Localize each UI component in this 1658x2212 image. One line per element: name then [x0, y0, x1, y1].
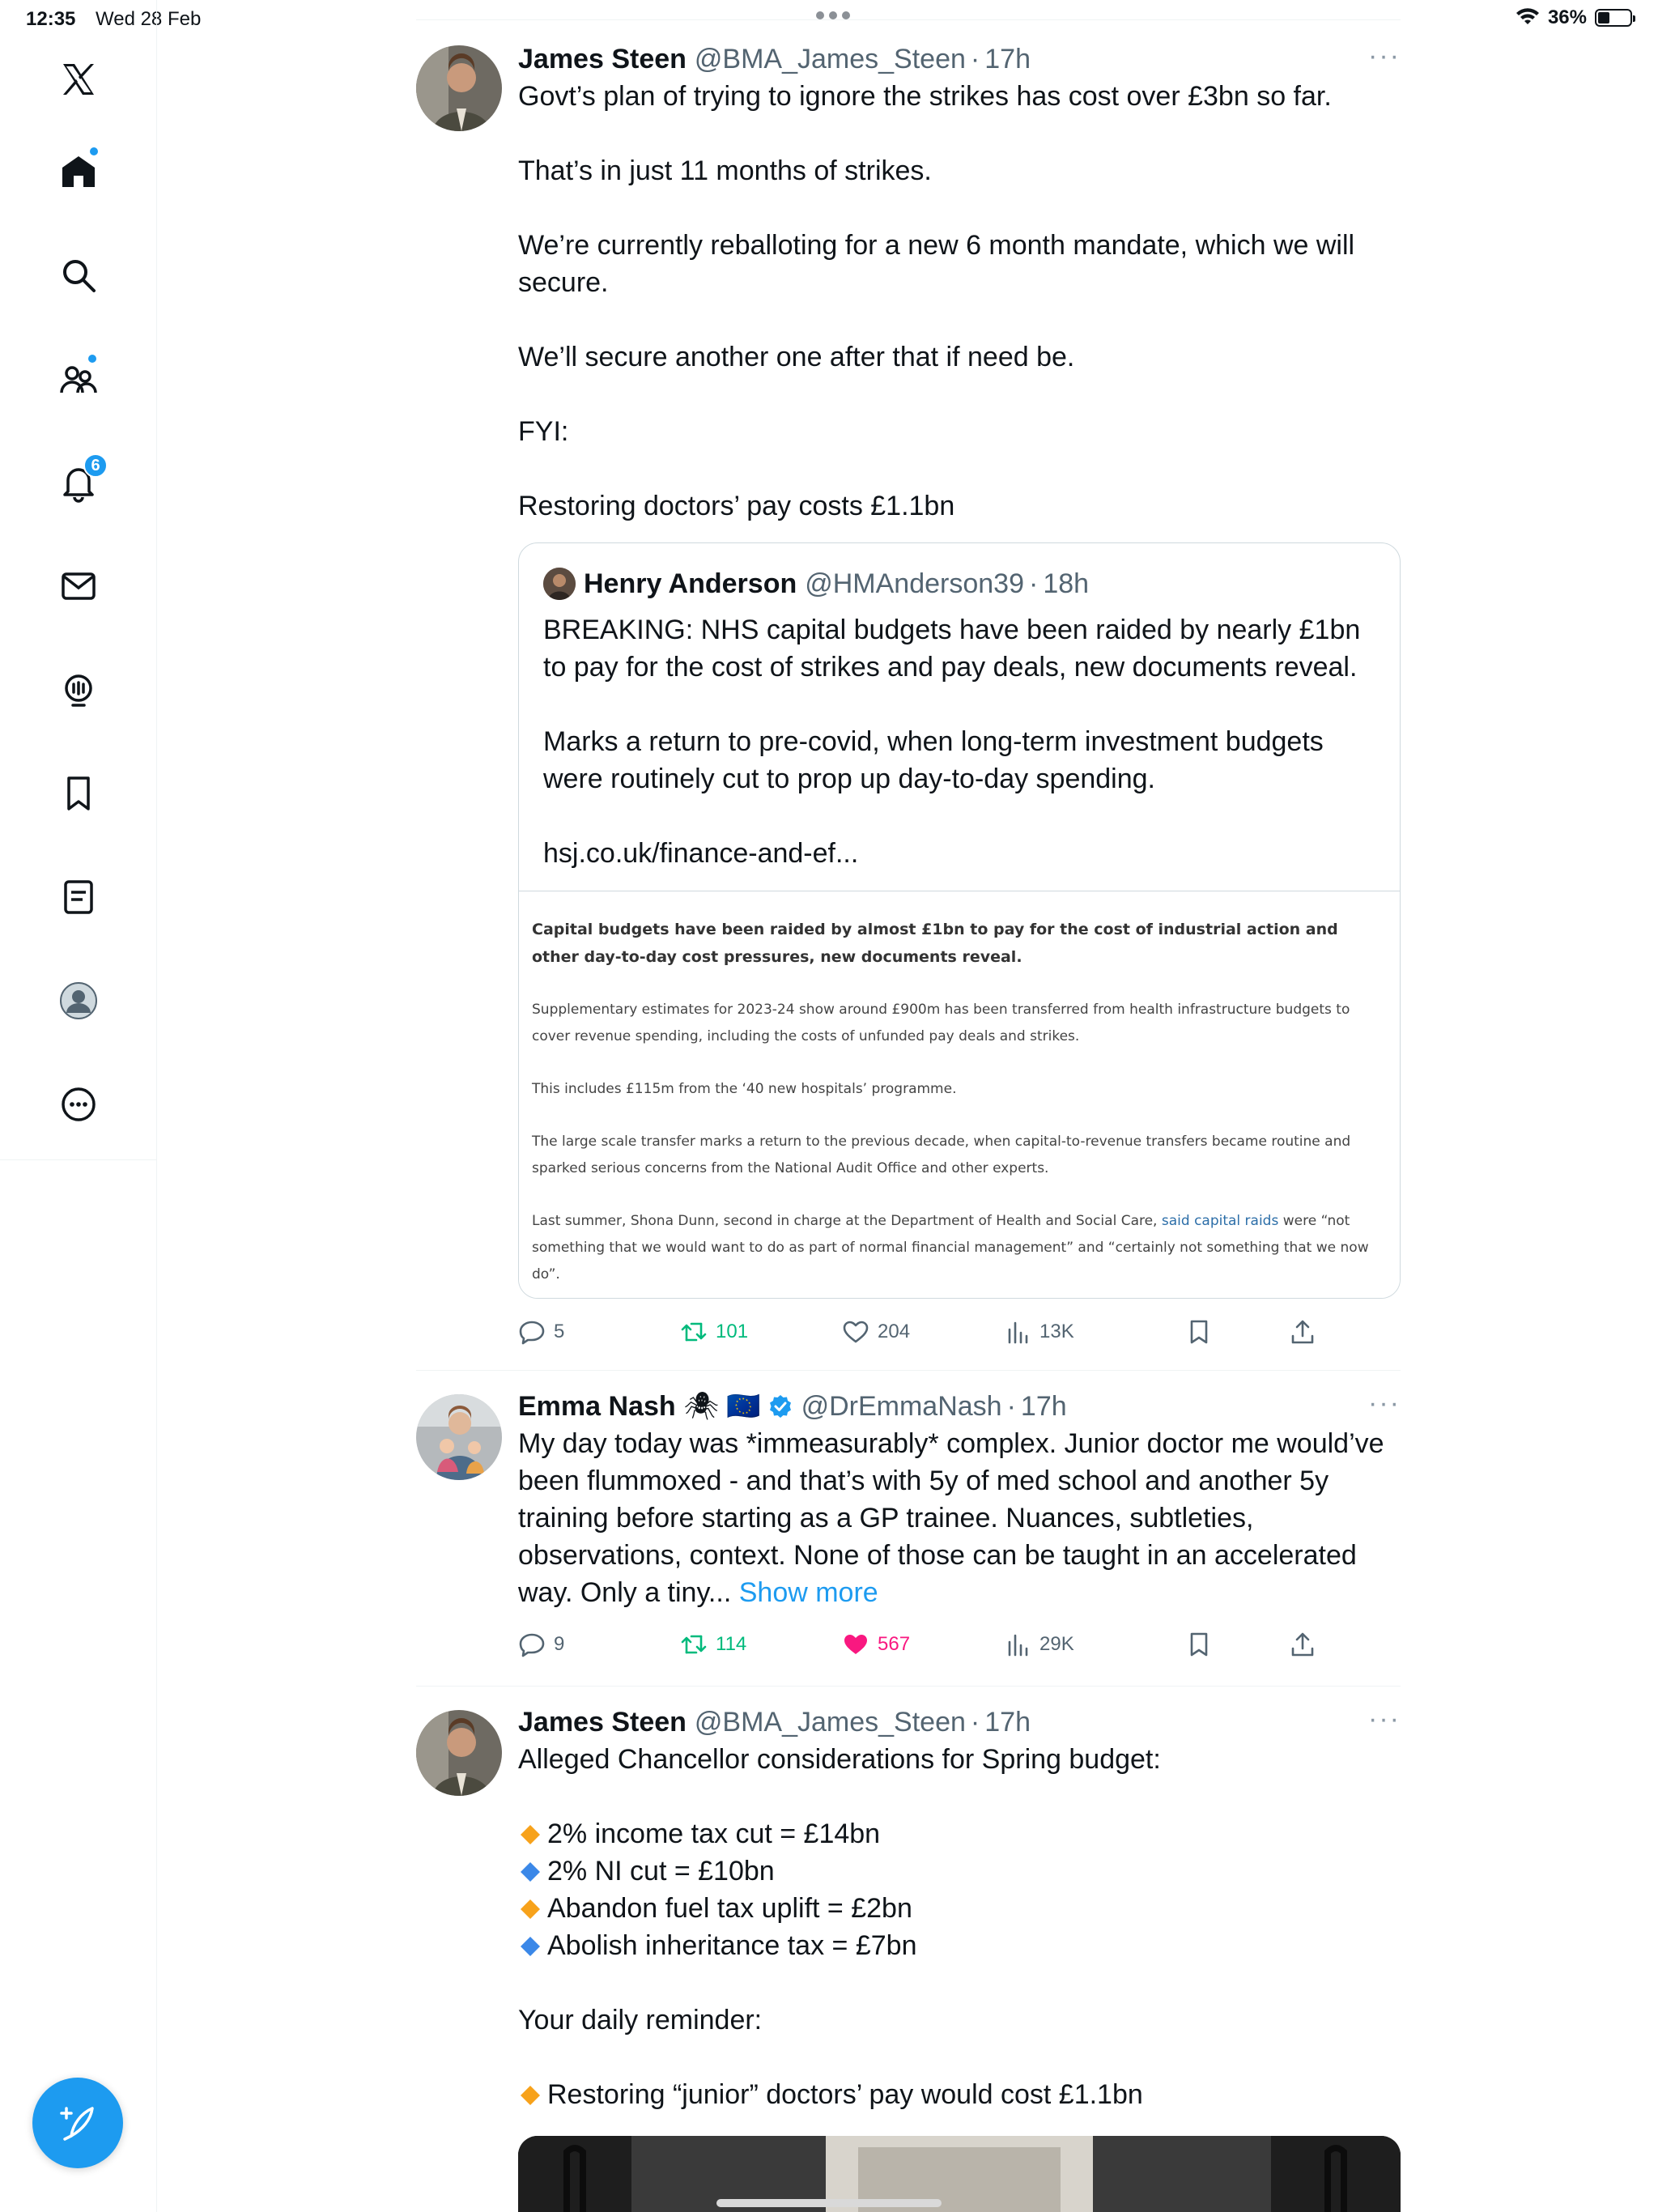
communities-icon[interactable] [46, 347, 111, 411]
quoted-author-name: Henry Anderson [584, 568, 797, 599]
repost-icon [680, 1318, 708, 1346]
grok-spaces-icon[interactable] [46, 657, 111, 722]
compose-post-button[interactable] [32, 2078, 123, 2168]
views-button[interactable] [1004, 1312, 1074, 1352]
views-button[interactable] [1004, 1624, 1074, 1665]
reply-icon [518, 1631, 546, 1658]
tweet-header: James Steen @BMA_James_Steen · 17h [518, 43, 1031, 74]
tweet-divider [416, 1370, 1401, 1371]
orange-diamond-icon [518, 1823, 542, 1847]
bookmark-icon [1185, 1631, 1213, 1658]
author-name[interactable]: James Steen [518, 43, 687, 74]
tweet-photo[interactable] [518, 2136, 1401, 2212]
quoted-tweet-header: Henry Anderson @HMAnderson39 · 18h [543, 568, 1089, 600]
battery-percent: 36% [1547, 6, 1587, 28]
home-unread-dot [88, 146, 100, 157]
notifications-bell-icon[interactable] [46, 450, 111, 515]
bookmarks-icon[interactable] [46, 761, 111, 826]
bullet-item: Abolish inheritance tax = £7bn [518, 1927, 1401, 1964]
orange-diamond-icon [518, 1897, 542, 1921]
tweet-divider [416, 1686, 1401, 1687]
search-icon[interactable] [46, 243, 111, 308]
reply-button[interactable] [518, 1312, 564, 1352]
views-chart-icon [1004, 1318, 1031, 1346]
views-chart-icon [1004, 1631, 1031, 1658]
lists-icon[interactable] [46, 865, 111, 929]
view-count: 29K [1039, 1633, 1074, 1655]
home-icon[interactable] [46, 139, 111, 204]
repost-button[interactable] [680, 1624, 746, 1665]
quoted-link[interactable]: hsj.co.uk/finance-and-ef... [543, 838, 859, 869]
share-button[interactable] [1289, 1312, 1316, 1352]
quoted-avatar [543, 568, 576, 600]
tweet-text: My day today was *immeasurably* complex. Junior doctor me would’ve been flummoxed - and that’s with 5y of med school and another 5y training before starting as a GP trainee. Nuances, subtleties, observations, context. None of those can be taught in an accelerated way. Only a tiny... Show more [518, 1428, 1384, 1608]
repost-icon [680, 1631, 708, 1658]
communities-unread-dot [87, 353, 98, 364]
bullet-item: 2% NI cut = £10bn [518, 1853, 1401, 1890]
tweet-actions [518, 1624, 1401, 1665]
author-handle[interactable]: @BMA_James_Steen [694, 43, 966, 74]
tweet-time[interactable]: 17h [984, 43, 1031, 74]
bookmark-icon [1185, 1318, 1213, 1346]
more-icon[interactable]: ··· [1368, 1704, 1401, 1734]
repost-count: 101 [716, 1321, 749, 1342]
show-more-link[interactable]: Show more [738, 1577, 878, 1608]
x-logo-icon[interactable] [46, 47, 111, 112]
like-button[interactable] [842, 1624, 910, 1665]
share-button[interactable] [1289, 1624, 1316, 1665]
heart-filled-icon [842, 1631, 869, 1658]
tweet-text: Govt’s plan of trying to ignore the strikes has cost over £3bn so far. That’s in just 11 months of strikes. We’re currently reballoting for a new 6 month mandate, which we will secure. We’ll secure another one after that if need be. FYI: Restoring doctors’ pay costs £1.1bn [518, 81, 1355, 521]
reply-count: 9 [554, 1633, 565, 1655]
blue-diamond-icon [518, 1934, 542, 1959]
notifications-badge: 6 [83, 453, 108, 478]
tweet-header: Emma Nash 🕷 🇪🇺 @DrEmmaNash · 17h [518, 1390, 1067, 1422]
avatar[interactable] [416, 1710, 502, 1796]
author-name[interactable]: James Steen [518, 1706, 687, 1738]
status-date: Wed 28 Feb [96, 8, 202, 30]
tweet-time[interactable]: 17h [984, 1706, 1031, 1738]
tweet-header: James Steen @BMA_James_Steen · 17h [518, 1706, 1031, 1738]
reply-button[interactable] [518, 1624, 564, 1665]
orange-diamond-icon [518, 2083, 542, 2108]
view-count: 13K [1039, 1321, 1074, 1342]
sidebar-nav [0, 0, 157, 2212]
status-time: 12:35 [26, 8, 76, 30]
bullet-item: Abandon fuel tax uplift = £2bn [518, 1890, 1401, 1927]
compose-feather-icon [57, 2102, 99, 2144]
quoted-tweet-time: 18h [1043, 568, 1090, 599]
messages-icon[interactable] [46, 554, 111, 619]
blue-diamond-icon [518, 1860, 542, 1884]
quoted-author-handle: @HMAnderson39 [805, 568, 1024, 599]
bookmark-button[interactable] [1185, 1312, 1213, 1352]
status-right [1516, 6, 1632, 29]
repost-button[interactable] [680, 1312, 748, 1352]
bookmark-button[interactable] [1185, 1624, 1213, 1665]
tweet-time[interactable]: 17h [1020, 1390, 1067, 1422]
tweet-text: Alleged Chancellor considerations for Spring budget: 2% income tax cut = £14bn 2% NI cut = £10bn Abandon fuel tax uplift = £2bn Abolish inheritance tax = £7bn Your daily reminder: Restoring “junior” doctors’ pay would cost £1.1bn [518, 1741, 1401, 2113]
battery-icon [1595, 9, 1632, 27]
home-indicator[interactable] [716, 2199, 942, 2207]
more-icon[interactable]: ··· [1368, 1388, 1401, 1419]
author-name[interactable]: Emma Nash [518, 1390, 676, 1422]
share-icon [1289, 1631, 1316, 1658]
sidebar-divider [0, 1159, 157, 1160]
avatar[interactable] [416, 1394, 502, 1480]
profile-avatar-icon[interactable] [46, 968, 111, 1033]
verified-badge-icon[interactable] [767, 1393, 793, 1419]
author-handle[interactable]: @DrEmmaNash [801, 1390, 1002, 1422]
multitasking-dots-icon[interactable] [816, 11, 850, 19]
quoted-tweet[interactable] [518, 542, 1401, 1299]
author-emoji: 🕷 🇪🇺 [683, 1391, 761, 1422]
author-handle[interactable]: @BMA_James_Steen [694, 1706, 966, 1738]
like-count: 567 [878, 1633, 911, 1655]
more-options-icon[interactable] [46, 1072, 111, 1137]
quoted-tweet-text: BREAKING: NHS capital budgets have been raided by nearly £1bn to pay for the cost of strikes and pay deals, new documents reveal. Marks a return to pre-covid, when long-term investment budgets were routinely cut to prop up day-to-day spending. hsj.co.uk/finance-and-ef... [543, 611, 1385, 872]
heart-icon [842, 1318, 869, 1346]
reply-count: 5 [554, 1321, 565, 1342]
avatar[interactable] [416, 45, 502, 131]
feed-top-divider [416, 19, 1401, 20]
wifi-icon [1516, 8, 1540, 28]
share-icon [1289, 1318, 1316, 1346]
more-icon[interactable]: ··· [1368, 40, 1401, 71]
like-count: 204 [878, 1321, 911, 1342]
like-button[interactable] [842, 1312, 910, 1352]
tweet-actions [518, 1312, 1401, 1352]
reply-icon [518, 1318, 546, 1346]
repost-count: 114 [716, 1633, 747, 1655]
article-screenshot-image[interactable]: Capital budgets have been raided by almost £1bn to pay for the cost of industrial action and other day-to-day cost pressures, new documents reveal. Supplementary estimates for 2023-24 show around £900m has been transferred from health infrastructure budgets to cover revenue spending, including the costs of unfunded pay deals and strikes. This includes £115m from the ‘40 new hospitals’ programme. The large scale transfer marks a return to the previous decade, when capital-to-revenue transfers became routine and sparked serious concerns from the National Audit Office and other experts. Last summer, Shona Dunn, second in charge at the Department of Health and Social Care, said capital raids were “not something that we would want to do as part of normal financial management” and “certainly not something that we now do”. [519, 891, 1401, 1299]
bullet-item: 2% income tax cut = £14bn [518, 1815, 1401, 1853]
